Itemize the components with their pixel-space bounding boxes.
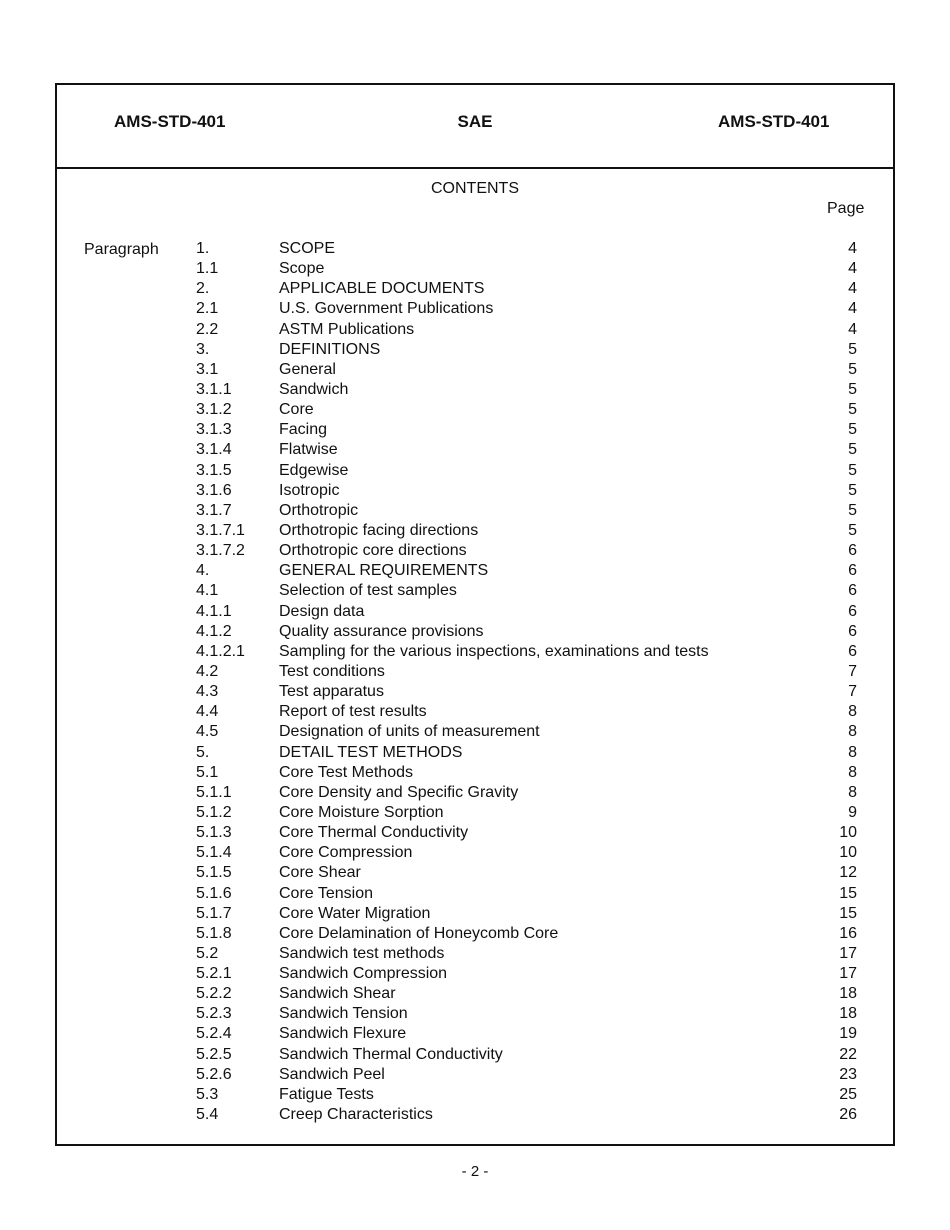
toc-entry-number: 5.1.6 xyxy=(196,884,232,902)
toc-entry-title: Fatigue Tests xyxy=(279,1085,374,1103)
toc-entry xyxy=(57,360,893,380)
toc-entry-title: Flatwise xyxy=(279,441,338,459)
toc-entry-number: 4.1.2 xyxy=(196,622,232,640)
toc-entry-title: Orthotropic facing directions xyxy=(279,521,479,539)
toc-entry-page: 15 xyxy=(839,904,857,922)
toc-entry-title: Core Tension xyxy=(279,884,373,902)
toc-entry-title: Core Water Migration xyxy=(279,904,431,922)
toc-entry-page: 8 xyxy=(848,783,857,801)
toc-entry-number: 5.2.5 xyxy=(196,1045,232,1063)
toc-entry xyxy=(57,702,893,722)
toc-entry-page: 8 xyxy=(848,743,857,761)
toc-entry xyxy=(57,743,893,763)
toc-entry-page: 6 xyxy=(848,542,857,560)
header-doc-id-left: AMS-STD-401 xyxy=(114,112,226,131)
toc-entry xyxy=(57,1105,893,1125)
toc-entry-title: Orthotropic core directions xyxy=(279,542,467,560)
toc-entry xyxy=(57,561,893,581)
toc-entry-number: 3.1.6 xyxy=(196,481,232,499)
toc-entry xyxy=(57,259,893,279)
toc-entry-number: 5.1.3 xyxy=(196,824,232,842)
toc-entry-title: Core Density and Specific Gravity xyxy=(279,783,519,801)
toc-entry xyxy=(57,984,893,1004)
toc-entry-page: 6 xyxy=(848,642,857,660)
toc-entry-page: 18 xyxy=(839,985,857,1003)
toc-entry-number: 5.1.7 xyxy=(196,904,232,922)
toc-entry-title: ASTM Publications xyxy=(279,320,415,338)
toc-entry xyxy=(57,420,893,440)
toc-entry-number: 4.1 xyxy=(196,582,219,600)
toc-entry-number: 3.1.7.2 xyxy=(196,542,245,560)
paragraph-label: Paragraph xyxy=(84,241,159,258)
toc-entry-page: 6 xyxy=(848,562,857,580)
toc-entry xyxy=(57,964,893,984)
toc-entry-page: 6 xyxy=(848,602,857,620)
toc-entry xyxy=(57,380,893,400)
toc-entry-page: 5 xyxy=(848,521,857,539)
toc-entry xyxy=(57,823,893,843)
toc-entry xyxy=(57,1065,893,1085)
toc-entry xyxy=(57,320,893,340)
toc-entry-page: 7 xyxy=(848,683,857,701)
toc-entry-title: Report of test results xyxy=(279,703,427,721)
toc-entry-number: 5.3 xyxy=(196,1085,219,1103)
toc-entry xyxy=(57,642,893,662)
toc-entry-title: General xyxy=(279,360,336,378)
toc-entry-title: Sandwich Compression xyxy=(279,965,448,983)
toc-entry-page: 10 xyxy=(839,844,857,862)
toc-entry-number: 2.1 xyxy=(196,300,219,318)
toc-entry-page: 5 xyxy=(848,501,857,519)
toc-entry xyxy=(57,602,893,622)
toc-entry-title: Core Moisture Sorption xyxy=(279,803,444,821)
toc-entry xyxy=(57,461,893,481)
toc-entry-number: 5.1.2 xyxy=(196,803,232,821)
toc-entry-number: 4.2 xyxy=(196,662,219,680)
document-frame xyxy=(55,83,895,1146)
toc-entry xyxy=(57,1085,893,1105)
toc-entry-title: Facing xyxy=(279,421,328,439)
toc-entry-title: Sandwich Tension xyxy=(279,1005,408,1023)
toc-entry xyxy=(57,622,893,642)
toc-entry-title: Selection of test samples xyxy=(279,582,457,600)
toc-entry-number: 4.1.1 xyxy=(196,602,232,620)
toc-entry-page: 16 xyxy=(839,924,857,942)
toc-entry-page: 5 xyxy=(848,441,857,459)
toc-entry xyxy=(57,783,893,803)
toc-entry-number: 5.1.4 xyxy=(196,844,232,862)
toc-entry-page: 4 xyxy=(848,240,857,257)
toc-entry xyxy=(57,541,893,561)
toc-entry-title: DETAIL TEST METHODS xyxy=(279,743,463,761)
toc-entry-number: 4.1.2.1 xyxy=(196,642,245,660)
toc-entry-page: 5 xyxy=(848,401,857,419)
toc-entry xyxy=(57,1004,893,1024)
contents-title: CONTENTS xyxy=(431,180,519,197)
toc-entry-title: Sandwich Shear xyxy=(279,985,396,1003)
toc-entry-page: 8 xyxy=(848,703,857,721)
toc-entry-page: 4 xyxy=(848,320,857,338)
toc-entry-title: Test apparatus xyxy=(279,683,384,701)
toc-entry-title: Core Thermal Conductivity xyxy=(279,824,469,842)
page-column-label: Page xyxy=(827,200,865,217)
toc-entry-number: 5.1 xyxy=(196,763,219,781)
toc-entry-title: Creep Characteristics xyxy=(279,1106,433,1124)
toc-entry-number: 5.2.1 xyxy=(196,965,232,983)
toc-entry-title: SCOPE xyxy=(279,240,336,257)
toc-entry xyxy=(57,299,893,319)
toc-entry-page: 4 xyxy=(848,280,857,298)
toc-entry-number: 5. xyxy=(196,743,210,761)
page-number: - 2 - xyxy=(461,1163,489,1180)
toc-entry-page: 4 xyxy=(848,300,857,318)
toc-entry-title: Test conditions xyxy=(279,662,385,680)
toc-entry-title: DEFINITIONS xyxy=(279,340,381,358)
toc-entry xyxy=(57,904,893,924)
toc-entry xyxy=(57,440,893,460)
toc-entry-number: 4.3 xyxy=(196,683,219,701)
toc-entry-page: 22 xyxy=(839,1045,857,1063)
toc-entry-number: 3.1.3 xyxy=(196,421,232,439)
toc-entry-number: 3.1.7.1 xyxy=(196,521,245,539)
toc-entry-title: Isotropic xyxy=(279,481,340,499)
toc-entry xyxy=(57,1045,893,1065)
toc-entry-number: 2. xyxy=(196,280,210,298)
toc-entry xyxy=(57,501,893,521)
toc-entry-title: Sampling for the various inspections, examinations and tests xyxy=(279,642,709,660)
toc-entry-number: 5.2.3 xyxy=(196,1005,232,1023)
toc-entry-page: 10 xyxy=(839,824,857,842)
toc-entry-number: 1.1 xyxy=(196,260,219,278)
toc-entry-title: Edgewise xyxy=(279,461,349,479)
toc-entry-title: Core Test Methods xyxy=(279,763,413,781)
toc-entry-title: Sandwich xyxy=(279,380,349,398)
toc-entry-page: 5 xyxy=(848,461,857,479)
toc-entry xyxy=(57,763,893,783)
toc-entry-number: 5.2.4 xyxy=(196,1025,232,1043)
toc-entry-number: 4. xyxy=(196,562,210,580)
toc-entry-page: 19 xyxy=(839,1025,857,1043)
toc-entry-number: 3.1.7 xyxy=(196,501,232,519)
toc-entry-title: Quality assurance provisions xyxy=(279,622,484,640)
toc-entry-number: 3.1.1 xyxy=(196,380,232,398)
toc-entry xyxy=(57,239,893,259)
toc-entry-number: 5.1.5 xyxy=(196,864,232,882)
toc-entry xyxy=(57,521,893,541)
toc-entry-title: Core Delamination of Honeycomb Core xyxy=(279,924,559,942)
toc-entry-title: Scope xyxy=(279,260,325,278)
toc-entry xyxy=(57,884,893,904)
toc-entry-number: 3.1 xyxy=(196,360,219,378)
toc-entry-page: 12 xyxy=(839,864,857,882)
toc-entry-page: 8 xyxy=(848,723,857,741)
toc-entry xyxy=(57,581,893,601)
toc-entry-number: 2.2 xyxy=(196,320,219,338)
toc-entry-page: 5 xyxy=(848,360,857,378)
toc-entry-number: 3. xyxy=(196,340,210,358)
toc-entry xyxy=(57,843,893,863)
header-doc-id-right: AMS-STD-401 xyxy=(718,112,830,131)
toc-entry-title: Sandwich Peel xyxy=(279,1065,385,1083)
toc-entry-number: 3.1.5 xyxy=(196,461,232,479)
toc-entry-number: 5.2 xyxy=(196,944,219,962)
toc-entry-number: 5.1.1 xyxy=(196,783,232,801)
toc-entry-page: 6 xyxy=(848,622,857,640)
toc-entry-title: Designation of units of measurement xyxy=(279,723,540,741)
toc-entry-page: 17 xyxy=(839,944,857,962)
toc-entry-page: 9 xyxy=(848,803,857,821)
toc-entry-title: U.S. Government Publications xyxy=(279,300,494,318)
toc-entry-page: 23 xyxy=(839,1065,857,1083)
table-of-contents xyxy=(57,239,893,1125)
toc-entry-page: 5 xyxy=(848,380,857,398)
toc-entry-title: APPLICABLE DOCUMENTS xyxy=(279,280,485,298)
toc-entry-number: 4.4 xyxy=(196,703,219,721)
toc-entry xyxy=(57,944,893,964)
toc-entry-page: 26 xyxy=(839,1106,857,1124)
toc-entry xyxy=(57,924,893,944)
toc-entry xyxy=(57,722,893,742)
toc-entry-title: GENERAL REQUIREMENTS xyxy=(279,562,489,580)
toc-entry-page: 6 xyxy=(848,582,857,600)
toc-entry-page: 5 xyxy=(848,481,857,499)
toc-entry-number: 5.1.8 xyxy=(196,924,232,942)
toc-entry xyxy=(57,863,893,883)
toc-entry-page: 4 xyxy=(848,260,857,278)
toc-entry-number: 3.1.4 xyxy=(196,441,232,459)
toc-entry-title: Core Shear xyxy=(279,864,361,882)
toc-entry-title: Core Compression xyxy=(279,844,413,862)
toc-entry xyxy=(57,682,893,702)
toc-entry xyxy=(57,279,893,299)
toc-entry xyxy=(57,400,893,420)
toc-entry-number: 4.5 xyxy=(196,723,219,741)
toc-entry xyxy=(57,803,893,823)
document-header xyxy=(57,85,893,169)
toc-entry-number: 5.4 xyxy=(196,1106,219,1124)
toc-entry-number: 1. xyxy=(196,240,210,257)
toc-entry xyxy=(57,1024,893,1044)
toc-entry-page: 25 xyxy=(839,1085,857,1103)
toc-entry-page: 18 xyxy=(839,1005,857,1023)
toc-entry-title: Sandwich Flexure xyxy=(279,1025,407,1043)
toc-entry-page: 8 xyxy=(848,763,857,781)
toc-entry-number: 5.2.2 xyxy=(196,985,232,1003)
toc-entry-title: Sandwich test methods xyxy=(279,944,445,962)
toc-entry-page: 5 xyxy=(848,421,857,439)
toc-entry-number: 5.2.6 xyxy=(196,1065,232,1083)
toc-entry-page: 17 xyxy=(839,965,857,983)
toc-entry-page: 15 xyxy=(839,884,857,902)
header-org: SAE xyxy=(457,112,493,131)
toc-entry-title: Design data xyxy=(279,602,365,620)
toc-entry-title: Sandwich Thermal Conductivity xyxy=(279,1045,503,1063)
toc-entry xyxy=(57,662,893,682)
toc-entry xyxy=(57,340,893,360)
toc-entry xyxy=(57,481,893,501)
toc-entry-page: 7 xyxy=(848,662,857,680)
toc-entry-number: 3.1.2 xyxy=(196,401,232,419)
toc-entry-title: Orthotropic xyxy=(279,501,359,519)
toc-entry-page: 5 xyxy=(848,340,857,358)
toc-entry-title: Core xyxy=(279,401,314,419)
